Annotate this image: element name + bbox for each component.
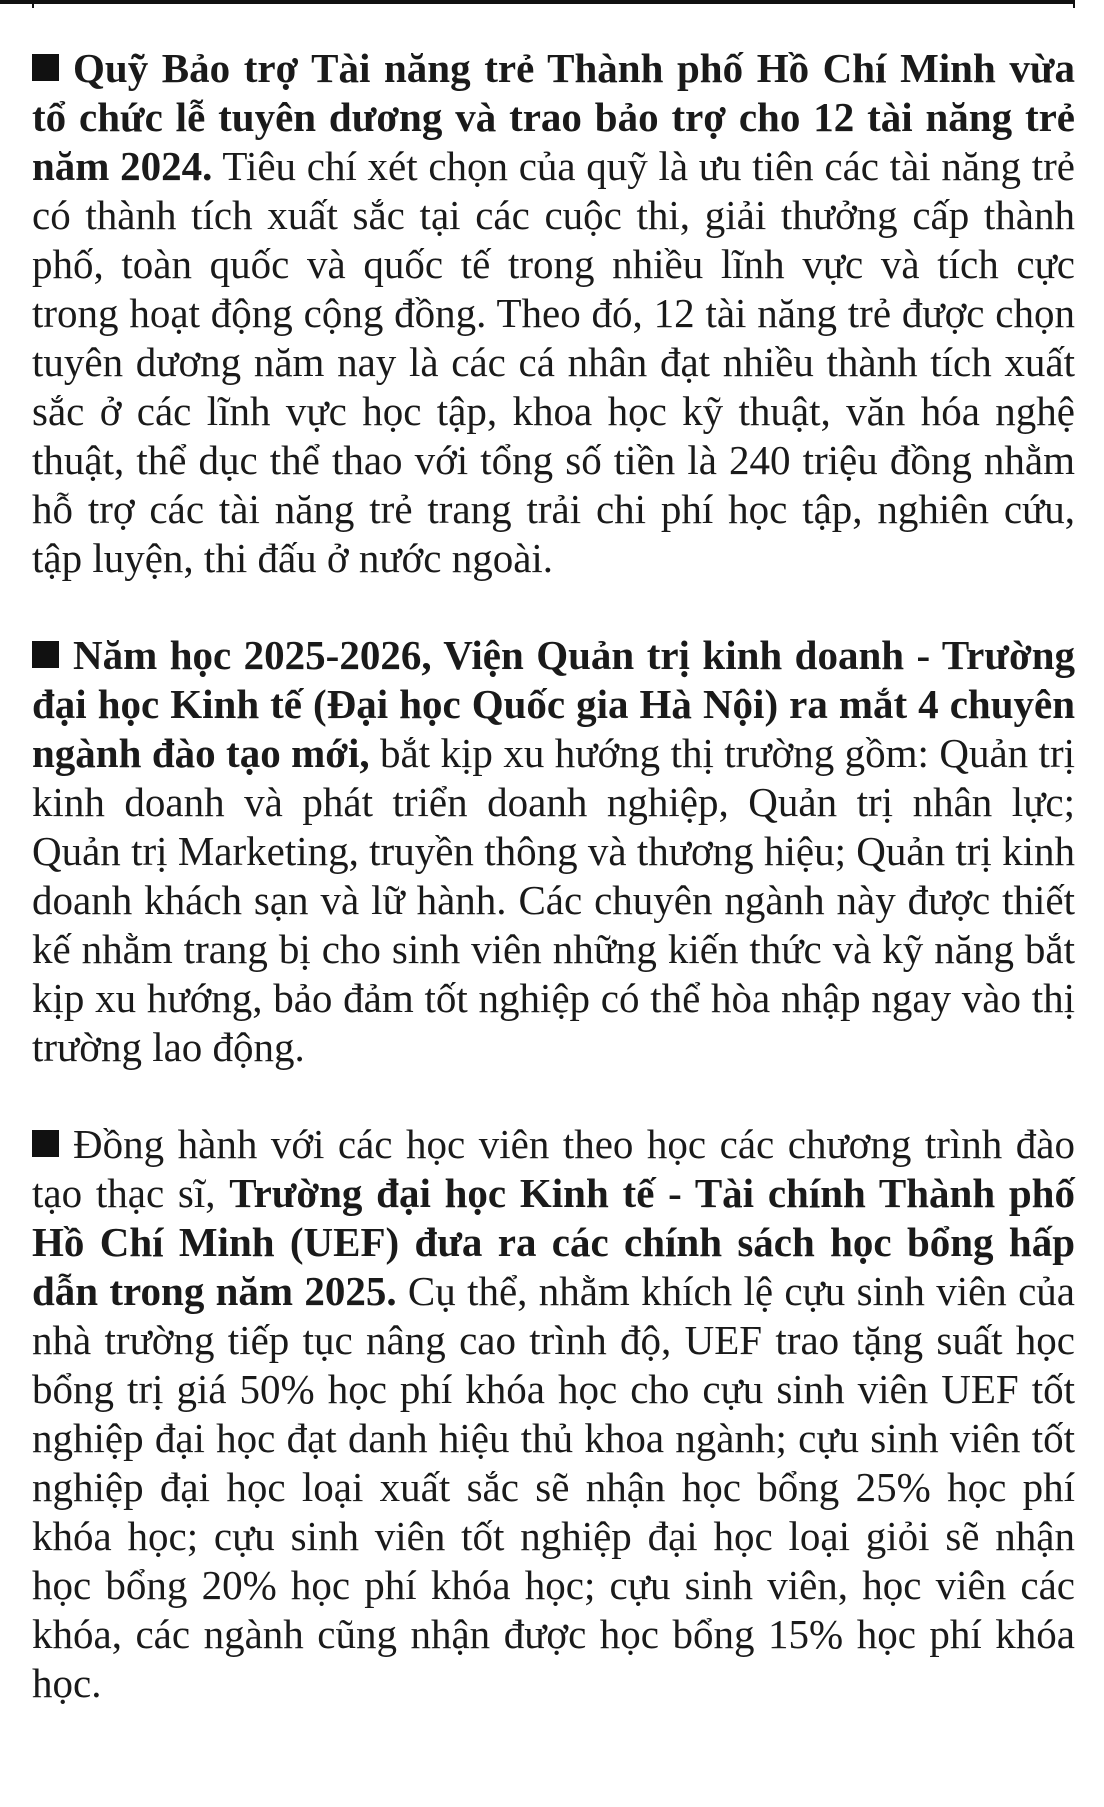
news-item-1	[32, 44, 1075, 583]
news-item-3-body: Cụ thể, nhằm khích lệ cựu sinh viên của nhà trường tiếp tục nâng cao trình độ, UEF trao tặng suất học bổng trị giá 50% học phí khóa học cho cựu sinh viên UEF tốt nghiệp đại học đạt danh hiệu thủ khoa ngành; cựu sinh viên tốt nghiệp đại học loại xuất sắc sẽ nhận học bổng 25% học phí khóa học; cựu sinh viên tốt nghiệp đại học loại giỏi sẽ nhận học bổng 20% học phí khóa học; cựu sinh viên, học viên các khóa, các ngành cũng nhận được học bổng 15% học phí khóa học.	[32, 1268, 1075, 1706]
top-border-tick-left	[32, 0, 34, 8]
square-bullet-icon	[32, 1130, 59, 1157]
news-item-3-lead: Trường đại học Kinh tế - Tài chính Thành phố Hồ Chí Minh (UEF) đưa ra các chính sách học bổng hấp dẫn trong năm 2025.	[32, 1170, 1075, 1314]
square-bullet-icon	[32, 641, 59, 668]
news-item-2-lead: Năm học 2025-2026, Viện Quản trị kinh doanh - Trường đại học Kinh tế (Đại học Quốc gia Hà Nội) ra mắt 4 chuyên ngành đào tạo mới,	[32, 632, 1075, 776]
news-column	[32, 44, 1075, 1708]
square-bullet-icon	[32, 54, 59, 81]
news-item-1-body: Tiêu chí xét chọn của quỹ là ưu tiên các tài năng trẻ có thành tích xuất sắc tại các cuộc thi, giải thưởng cấp thành phố, toàn quốc và quốc tế trong nhiều lĩnh vực và tích cực trong hoạt động cộng đồng. Theo đó, 12 tài năng trẻ được chọn tuyên dương năm nay là các cá nhân đạt nhiều thành tích xuất sắc ở các lĩnh vực học tập, khoa học kỹ thuật, văn hóa nghệ thuật, thể dục thể thao với tổng số tiền là 240 triệu đồng nhằm hỗ trợ các tài năng trẻ trang trải chi phí học tập, nghiên cứu, tập luyện, thi đấu ở nước ngoài.	[32, 143, 1075, 581]
news-item-2	[32, 631, 1075, 1072]
news-item-2-body: bắt kịp xu hướng thị trường gồm: Quản trị kinh doanh và phát triển doanh nghiệp, Quản trị nhân lực; Quản trị Marketing, truyền thông và thương hiệu; Quản trị kinh doanh khách sạn và lữ hành. Các chuyên ngành này được thiết kế nhằm trang bị cho sinh viên những kiến thức và kỹ năng bắt kịp xu hướng, bảo đảm tốt nghiệp có thể hòa nhập ngay vào thị trường lao động.	[32, 730, 1075, 1070]
news-item-3-intro: Đồng hành với các học viên theo học các chương trình đào tạo thạc sĩ,	[32, 1121, 1075, 1216]
news-item-1-lead: Quỹ Bảo trợ Tài năng trẻ Thành phố Hồ Chí Minh vừa tổ chức lễ tuyên dương và trao bảo trợ cho 12 tài năng trẻ năm 2024.	[32, 45, 1075, 189]
top-border-tick-right	[1073, 0, 1075, 8]
top-border-rule	[0, 0, 1075, 4]
news-item-3	[32, 1120, 1075, 1708]
